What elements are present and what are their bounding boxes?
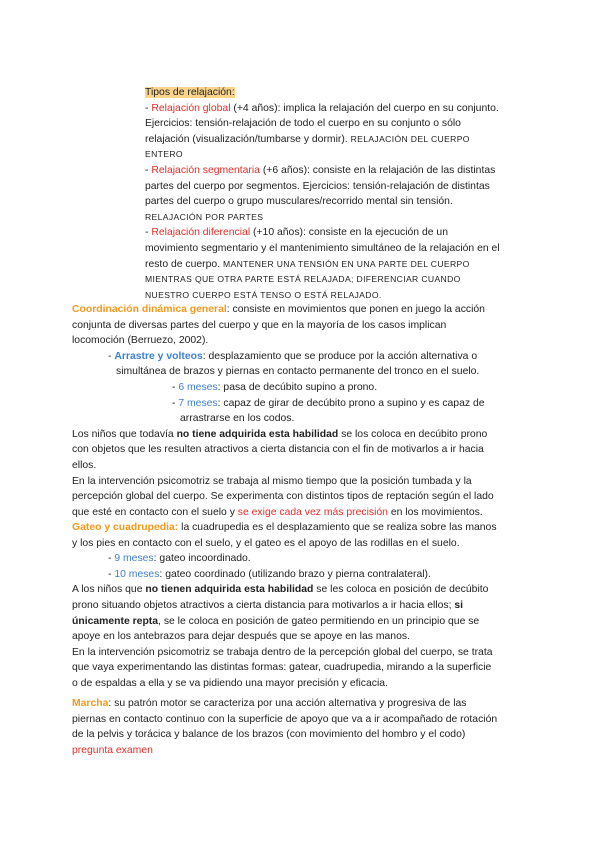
age-10-months: 10 meses: [114, 568, 160, 580]
age-7-months: 7 meses: [178, 397, 218, 409]
crawling-section: Gateo y cuadrupedia: la cuadrupedia es el desplazamiento que se realiza sobre las manos y los pies en contacto con el suelo, y el gateo es el apoyo de las rodillas en el suelo. - 9 meses: gateo incoordinado. - 10 meses: gateo coordinado (utilizando brazo y pierna contralateral). A los niños que no tienen adquirida esta habilidad se les coloca en posición de decúbito prono situando objetos atractivos a cierta distancia para motivarlos a ir hacia ellos; si únicamente repta, se le coloca en posición de gateo permitiendo en un principio que se apoye en los antebrazos para dejar después que se apoye en las manos. En la intervención psicomotriz se trabaja dentro de la percepción global del cuerpo, se trata que vaya experimentando las distintas formas: gatear, cuadrupedia, mirando a la superficie o de espaldas a ella y se va pidiendo una mayor precisión y eficacia.: [72, 522, 497, 689]
dynamic-coordination-section: Coordinación dinámica general: consiste en movimientos que ponen en juego la acción conjunta de diversas partes del cuerpo y que en la mayoría de los casos implican locomoción (Berruezo, 2002). - Arrastre y volteos: desplazamiento que se produce por la acción alternativa o simultánea de brazos y piernas en contacto permanente del tronco en el suelo. - 6 meses: pasa de decúbito supino a prono. - 7 meses: capaz de girar de decúbito prono a supino y es capaz de arrastrarse en los codos. Los niños que todavía no tiene adquirida esta habilidad se los coloca en decúbito prono con objetos que les resulten atractivos a cierta distancia con el fin de motivarlos a ir hacia ellos. En la intervención psicomotriz se trabaja al mismo tiempo que la posición tumbada y la percepción global del cuerpo. Se experimenta con distintos tipos de reptación según el lado que esté en contacto con el suelo y se exige cada vez más precisión en los movimientos.: [72, 304, 494, 518]
age-6-months: 6 meses: [178, 381, 218, 393]
relaxation-types-title: Tipos de relajación:: [145, 87, 235, 98]
global-relaxation-label: Relajación global: [151, 102, 231, 114]
relaxation-types-section: Tipos de relajación: - Relajación global (+4 años): implica la relajación del cuerpo en su conjunto. Ejercicios: tensión-relajación de todo el cuerpo en su conjunto o sólo relajación (visualización/tumbarse y dormir). RELAJACIÓN DEL CUERPO ENTERO - Relajación segmentaria (+6 años): consiste en la relajación de las distintas partes del cuerpo por segmentos. Ejercicios: tensión-relajación de distintas partes del cuerpo o grupo musculares/recorrido mental sin tensión. RELAJACIÓN POR PARTES - Relajación diferencial (+10 años): consiste en la ejecución de un movimiento segmentario y el mantenimiento simultáneo de la relajación en el resto de cuerpo. MANTENER UNA TENSIÓN EN UNA PARTE DEL CUERPO MIENTRAS QUE OTRA PARTE ESTÁ RELAJADA; DIFERENCIAR CUANDO NUESTRO CUERPO ESTÁ TENSO O ESTÁ RELAJADO.: [145, 87, 500, 300]
walking-title: Marcha: [72, 698, 109, 709]
segmental-relaxation-label: Relajación segmentaria: [151, 164, 260, 176]
crawling-title: Gateo y cuadrupedia:: [72, 522, 179, 533]
dynamic-coordination-title: Coordinación dinámica general: [72, 304, 227, 315]
differential-relaxation-label: Relajación diferencial: [151, 227, 251, 239]
age-9-months: 9 meses: [114, 553, 154, 565]
crawling-rolling-label: Arrastre y volteos: [114, 350, 203, 362]
walking-section: Marcha: su patrón motor se caracteriza por una acción alternativa y progresiva de las piernas en contacto continuo con la superficie de apoyo que va a ir acompañado de rotación de la pelvis y torácica y balance de los brazos (con movimiento del hombro y el codo) pregunta examen: [72, 696, 497, 758]
exam-question-note: pregunta examen: [72, 744, 153, 756]
